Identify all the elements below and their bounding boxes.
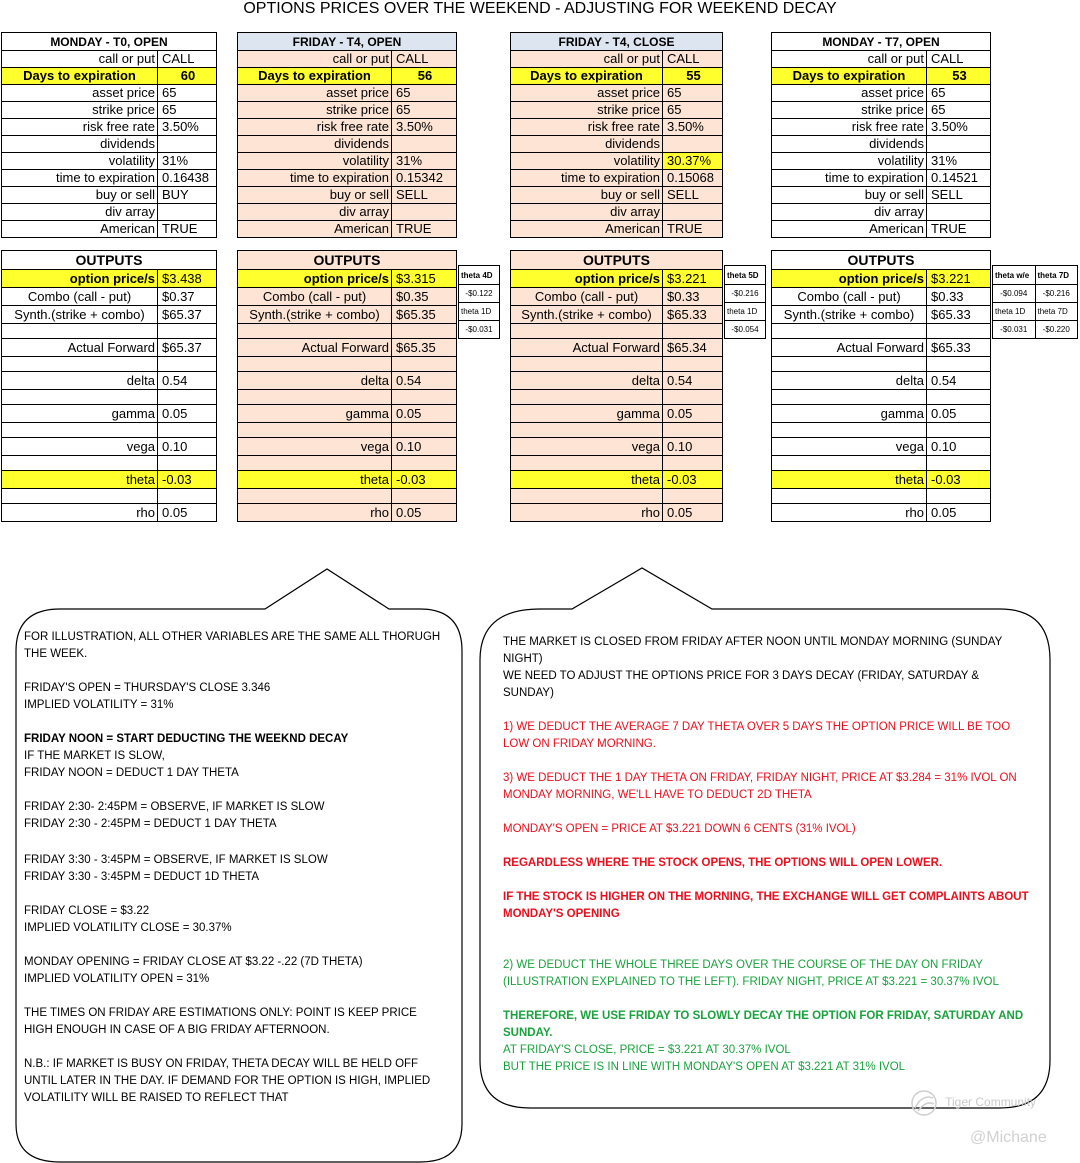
input-label: strike price <box>2 102 158 119</box>
greek-label: vega <box>2 438 158 456</box>
theta-box-value: -$0.031 <box>459 321 500 339</box>
input-value[interactable]: SELL <box>392 187 457 204</box>
input-label: call or put <box>772 51 927 68</box>
input-label: div array <box>238 204 392 221</box>
forward-value: $65.37 <box>158 339 217 357</box>
input-value[interactable]: 0.15068 <box>663 170 723 187</box>
greek-value: -0.03 <box>158 471 217 489</box>
combo-label: Combo (call - put) <box>238 288 392 306</box>
greek-label: theta <box>772 471 927 489</box>
input-value[interactable]: 3.50% <box>158 119 217 136</box>
note-paragraph-red-bold: IF THE STOCK IS HIGHER ON THE MORNING, THE EXCHANGE WILL GET COMPLAINTS ABOUT MONDAY'S OPENING <box>503 891 1029 920</box>
tiger-logo-icon <box>906 1088 942 1118</box>
greek-value: 0.05 <box>663 504 723 522</box>
note-paragraph: MONDAY OPENING = FRIDAY CLOSE AT $3.22 -.22 (7D THETA) IMPLIED VOLATILITY OPEN = 31% <box>24 956 363 985</box>
input-value[interactable]: CALL <box>663 51 723 68</box>
synth-value: $65.37 <box>158 306 217 324</box>
theta-box-label: theta 1D <box>459 303 500 321</box>
input-value[interactable]: 3.50% <box>927 119 991 136</box>
input-label: time to expiration <box>2 170 158 187</box>
watermark-brand-text: Tiger Community <box>945 1095 1037 1110</box>
note-paragraph: N.B.: IF MARKET IS BUSY ON FRIDAY, THETA DECAY WILL BE HELD OFF UNTIL LATER IN THE DAY. IF DEMAND FOR THE OPTION IS HIGH, IMPLIED VOLATILITY WILL BE RAISED TO REFLECT THAT <box>24 1058 431 1104</box>
input-label: time to expiration <box>238 170 392 187</box>
greek-value: 0.54 <box>158 372 217 390</box>
option-price-value: $3.221 <box>927 270 991 288</box>
input-label: buy or sell <box>2 187 158 204</box>
note-paragraph: FRIDAY CLOSE = $3.22 IMPLIED VOLATILITY CLOSE = 30.37% <box>24 905 232 934</box>
input-value[interactable]: 3.50% <box>663 119 723 136</box>
input-label: asset price <box>772 85 927 102</box>
greek-value: -0.03 <box>927 471 991 489</box>
theta-box-value: -$0.216 <box>725 285 766 303</box>
greek-label: delta <box>2 372 158 390</box>
model-header: MONDAY - T7, OPEN <box>772 33 991 51</box>
greek-value: -0.03 <box>663 471 723 489</box>
input-value[interactable]: 3.50% <box>392 119 457 136</box>
greek-value: 0.05 <box>927 504 991 522</box>
greek-value: 0.54 <box>927 372 991 390</box>
greek-value: 0.05 <box>158 504 217 522</box>
greek-value: 0.54 <box>392 372 457 390</box>
input-value[interactable]: 31% <box>392 153 457 170</box>
input-label: buy or sell <box>511 187 663 204</box>
note-paragraph: IF THE MARKET IS SLOW, FRIDAY NOON = DEDUCT 1 DAY THETA <box>24 750 239 779</box>
note-paragraph-red: MONDAY'S OPEN = PRICE AT $3.221 DOWN 6 CENTS (31% IVOL) <box>503 823 856 835</box>
input-label: risk free rate <box>511 119 663 136</box>
note-paragraph-bold: FRIDAY NOON = START DEDUCTING THE WEEKND DECAY <box>24 733 349 745</box>
synth-label: Synth.(strike + combo) <box>238 306 392 324</box>
note-paragraph-green-bold: THEREFORE, WE USE FRIDAY TO SLOWLY DECAY THE OPTION FOR FRIDAY, SATURDAY AND SUNDAY. <box>503 1010 1024 1039</box>
input-value[interactable]: TRUE <box>392 221 457 238</box>
input-label: volatility <box>772 153 927 170</box>
input-label: div array <box>2 204 158 221</box>
input-label: Days to expiration <box>511 68 663 85</box>
input-label: dividends <box>238 136 392 153</box>
option-price-label: option price/s <box>238 270 392 288</box>
input-label: strike price <box>772 102 927 119</box>
greek-label: gamma <box>772 405 927 423</box>
theta-box-value: -$0.122 <box>459 285 500 303</box>
input-label: volatility <box>511 153 663 170</box>
greek-label: theta <box>511 471 663 489</box>
greek-value: 0.10 <box>392 438 457 456</box>
theta-box-header: theta 4D <box>459 266 500 285</box>
theta-box-header: theta w/e <box>993 266 1036 285</box>
greek-label: gamma <box>2 405 158 423</box>
outputs-header: OUTPUTS <box>2 251 217 270</box>
greek-value: 0.05 <box>392 504 457 522</box>
input-value[interactable]: TRUE <box>663 221 723 238</box>
greek-label: vega <box>772 438 927 456</box>
input-label: American <box>238 221 392 238</box>
input-label: buy or sell <box>772 187 927 204</box>
theta-box-label: theta 1D <box>993 303 1036 321</box>
theta-box-label: theta 7D <box>1035 303 1078 321</box>
input-value[interactable]: 65 <box>392 85 457 102</box>
option-price-label: option price/s <box>511 270 663 288</box>
option-price-value: $3.221 <box>663 270 723 288</box>
greek-label: delta <box>772 372 927 390</box>
note-paragraph: THE TIMES ON FRIDAY ARE ESTIMATIONS ONLY: POINT IS KEEP PRICE HIGH ENOUGH IN CASE OF A BIG FRIDAY AFTERNOON. <box>24 1007 417 1036</box>
combo-value: $0.35 <box>392 288 457 306</box>
greek-label: vega <box>238 438 392 456</box>
note-paragraph: FRIDAY 3:30 - 3:45PM = OBSERVE, IF MARKET IS SLOW FRIDAY 3:30 - 3:45PM = DEDUCT 1D THETA <box>24 854 328 883</box>
note-paragraph-green: AT FRIDAY'S CLOSE, PRICE = $3.221 AT 30.37% IVOL BUT THE PRICE IS IN LINE WITH MONDAY'S OPEN AT $3.221 AT 31% IVOL <box>503 1044 906 1073</box>
theta-box-value: -$0.094 <box>993 285 1036 303</box>
theta-box-value: -$0.220 <box>1035 321 1078 339</box>
forward-value: $65.33 <box>927 339 991 357</box>
watermark-brand <box>906 1088 1036 1118</box>
synth-label: Synth.(strike + combo) <box>772 306 927 324</box>
combo-label: Combo (call - put) <box>511 288 663 306</box>
input-label: buy or sell <box>238 187 392 204</box>
input-label: Days to expiration <box>2 68 158 85</box>
note-paragraph: FRIDAY'S OPEN = THURSDAY'S CLOSE 3.346 IMPLIED VOLATILITY = 31% <box>24 682 271 711</box>
input-label: Days to expiration <box>238 68 392 85</box>
note-paragraph-red-bold: REGARDLESS WHERE THE STOCK OPENS, THE OPTIONS WILL OPEN LOWER. <box>503 857 943 869</box>
input-value[interactable]: 65 <box>158 102 217 119</box>
input-value[interactable]: 65 <box>392 102 457 119</box>
input-value[interactable]: 31% <box>158 153 217 170</box>
greek-label: gamma <box>238 405 392 423</box>
combo-value: $0.37 <box>158 288 217 306</box>
note-paragraph: THE MARKET IS CLOSED FROM FRIDAY AFTER NOON UNTIL MONDAY MORNING (SUNDAY NIGHT) WE NEED TO ADJUST THE OPTIONS PRICE FOR 3 DAYS DECAY (FRIDAY, SATURDAY & SUNDAY) <box>503 636 1003 699</box>
greek-value: -0.03 <box>392 471 457 489</box>
input-label: strike price <box>238 102 392 119</box>
outputs-header: OUTPUTS <box>772 251 991 270</box>
greek-value: 0.05 <box>663 405 723 423</box>
option-price-label: option price/s <box>2 270 158 288</box>
model-header: FRIDAY - T4, CLOSE <box>511 33 723 51</box>
input-value[interactable]: 65 <box>158 85 217 102</box>
input-label: dividends <box>772 136 927 153</box>
input-value[interactable]: 31% <box>927 153 991 170</box>
input-label: call or put <box>2 51 158 68</box>
greek-value: 0.10 <box>927 438 991 456</box>
input-value[interactable]: SELL <box>663 187 723 204</box>
forward-label: Actual Forward <box>2 339 158 357</box>
forward-value: $65.35 <box>392 339 457 357</box>
greek-label: vega <box>511 438 663 456</box>
input-value[interactable]: CALL <box>392 51 457 68</box>
combo-value: $0.33 <box>927 288 991 306</box>
combo-label: Combo (call - put) <box>772 288 927 306</box>
input-value[interactable]: BUY <box>158 187 217 204</box>
input-label: risk free rate <box>2 119 158 136</box>
input-value[interactable]: 56 <box>392 68 457 85</box>
greek-label: delta <box>511 372 663 390</box>
input-value[interactable]: 65 <box>927 102 991 119</box>
forward-label: Actual Forward <box>772 339 927 357</box>
forward-label: Actual Forward <box>238 339 392 357</box>
input-label: dividends <box>2 136 158 153</box>
model-header: FRIDAY - T4, OPEN <box>238 33 457 51</box>
synth-value: $65.33 <box>663 306 723 324</box>
input-label: American <box>772 221 927 238</box>
greek-value: 0.10 <box>663 438 723 456</box>
note-paragraph-red: 3) WE DEDUCT THE 1 DAY THETA ON FRIDAY, FRIDAY NIGHT, PRICE AT $3.284 = 31% IVOL ON MONDAY MORNING, WE'LL HAVE TO DEDUCT 2D THETA <box>503 772 1017 801</box>
forward-label: Actual Forward <box>511 339 663 357</box>
input-label: time to expiration <box>511 170 663 187</box>
forward-value: $65.34 <box>663 339 723 357</box>
input-value[interactable]: 53 <box>927 68 991 85</box>
greek-label: gamma <box>511 405 663 423</box>
option-price-value: $3.438 <box>158 270 217 288</box>
input-label: div array <box>511 204 663 221</box>
input-value[interactable]: 65 <box>927 85 991 102</box>
input-label: American <box>511 221 663 238</box>
theta-box-header: theta 7D <box>1035 266 1078 285</box>
outputs-header: OUTPUTS <box>238 251 457 270</box>
synth-label: Synth.(strike + combo) <box>2 306 158 324</box>
synth-label: Synth.(strike + combo) <box>511 306 663 324</box>
input-label: div array <box>772 204 927 221</box>
greek-label: rho <box>511 504 663 522</box>
input-label: time to expiration <box>772 170 927 187</box>
theta-box-value: -$0.031 <box>993 321 1036 339</box>
theta-box-header: theta 5D <box>725 266 766 285</box>
input-value[interactable]: 0.16438 <box>158 170 217 187</box>
input-value[interactable]: CALL <box>158 51 217 68</box>
input-value[interactable]: 55 <box>663 68 723 85</box>
input-value[interactable]: 0.14521 <box>927 170 991 187</box>
greek-label: theta <box>2 471 158 489</box>
input-label: risk free rate <box>772 119 927 136</box>
input-label: volatility <box>238 153 392 170</box>
right-note-text <box>503 634 1033 1076</box>
note-paragraph: FRIDAY 2:30- 2:45PM = OBSERVE, IF MARKET IS SLOW FRIDAY 2:30 - 2:45PM = DEDUCT 1 DAY THETA <box>24 801 325 830</box>
input-value[interactable]: TRUE <box>927 221 991 238</box>
note-paragraph-red: 1) WE DEDUCT THE AVERAGE 7 DAY THETA OVER 5 DAYS THE OPTION PRICE WILL BE TOO LOW ON FRIDAY MORNING. <box>503 721 1011 750</box>
input-value[interactable]: 0.15342 <box>392 170 457 187</box>
input-value[interactable]: 65 <box>663 85 723 102</box>
input-label: strike price <box>511 102 663 119</box>
input-label: call or put <box>238 51 392 68</box>
input-label: risk free rate <box>238 119 392 136</box>
input-label: volatility <box>2 153 158 170</box>
theta-box-value: -$0.054 <box>725 321 766 339</box>
greek-value: 0.05 <box>392 405 457 423</box>
input-label: dividends <box>511 136 663 153</box>
greek-label: rho <box>2 504 158 522</box>
model-header: MONDAY - T0, OPEN <box>2 33 217 51</box>
input-value[interactable]: SELL <box>927 187 991 204</box>
greek-label: theta <box>238 471 392 489</box>
input-value[interactable]: TRUE <box>158 221 217 238</box>
greek-value: 0.54 <box>663 372 723 390</box>
option-price-value: $3.315 <box>392 270 457 288</box>
outputs-header: OUTPUTS <box>511 251 723 270</box>
watermark-handle: @Michane <box>970 1129 1047 1146</box>
input-value[interactable]: CALL <box>927 51 991 68</box>
input-label: Days to expiration <box>772 68 927 85</box>
theta-box-label: theta 1D <box>725 303 766 321</box>
input-label: call or put <box>511 51 663 68</box>
synth-value: $65.35 <box>392 306 457 324</box>
input-value[interactable]: 60 <box>158 68 217 85</box>
input-value[interactable]: 30.37% <box>663 153 723 170</box>
input-label: asset price <box>2 85 158 102</box>
greek-label: rho <box>238 504 392 522</box>
input-label: asset price <box>511 85 663 102</box>
theta-box-value: -$0.216 <box>1035 285 1078 303</box>
input-label: American <box>2 221 158 238</box>
combo-label: Combo (call - put) <box>2 288 158 306</box>
note-paragraph-green: 2) WE DEDUCT THE WHOLE THREE DAYS OVER THE COURSE OF THE DAY ON FRIDAY (ILLUSTRATION EXPLAINED TO THE LEFT). FRIDAY NIGHT, PRICE AT $3.221 = 30.37% IVOL <box>503 959 999 988</box>
input-value[interactable]: 65 <box>663 102 723 119</box>
greek-value: 0.10 <box>158 438 217 456</box>
option-price-label: option price/s <box>772 270 927 288</box>
greek-label: delta <box>238 372 392 390</box>
page-title: OPTIONS PRICES OVER THE WEEKEND - ADJUSTING FOR WEEKEND DECAY <box>243 0 837 17</box>
greek-value: 0.05 <box>927 405 991 423</box>
greek-label: rho <box>772 504 927 522</box>
greek-value: 0.05 <box>158 405 217 423</box>
note-paragraph: FOR ILLUSTRATION, ALL OTHER VARIABLES ARE THE SAME ALL THORUGH THE WEEK. <box>24 631 441 660</box>
combo-value: $0.33 <box>663 288 723 306</box>
synth-value: $65.33 <box>927 306 991 324</box>
input-label: asset price <box>238 85 392 102</box>
